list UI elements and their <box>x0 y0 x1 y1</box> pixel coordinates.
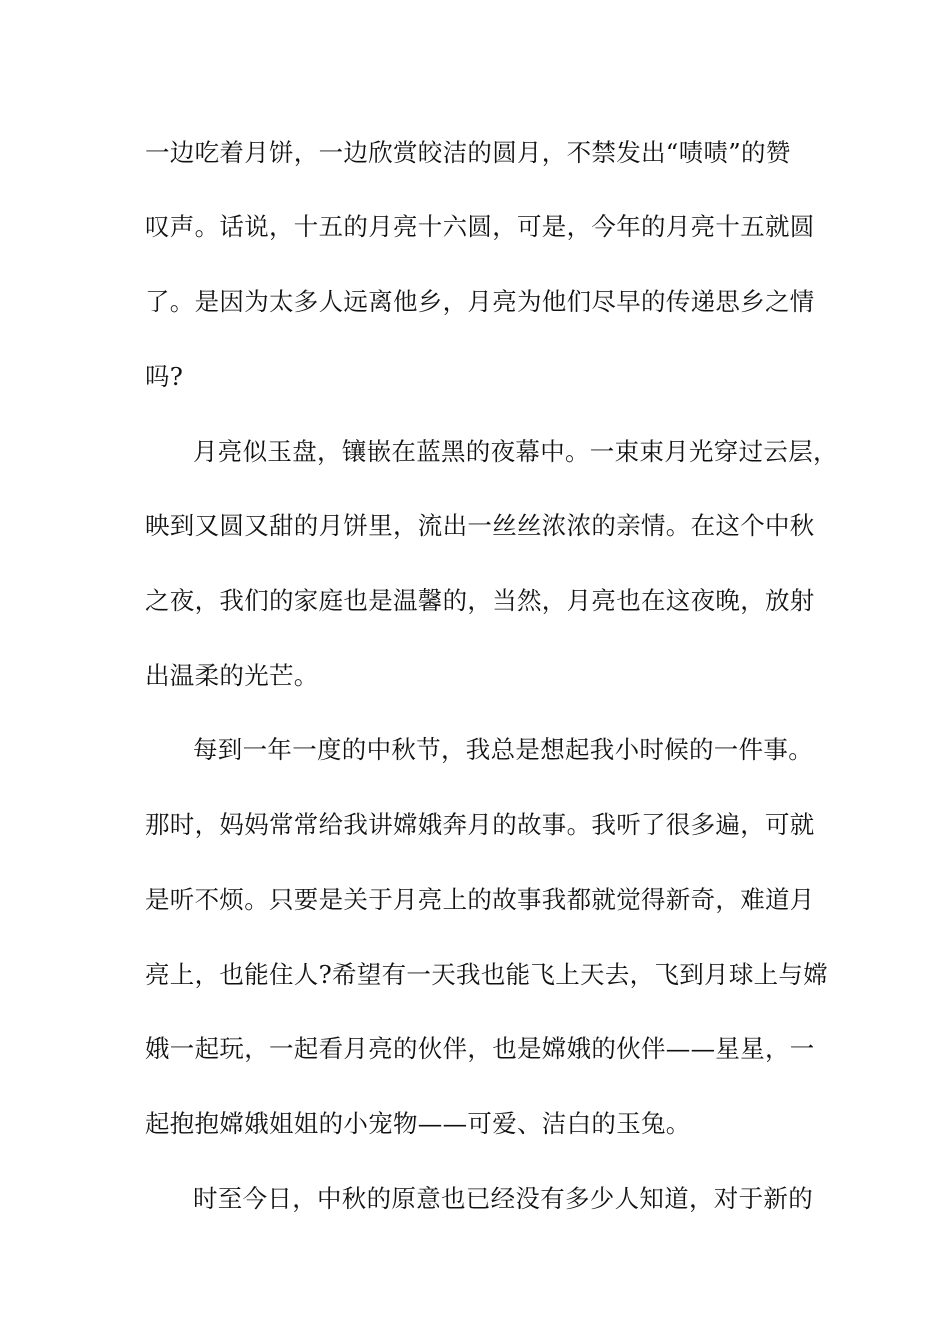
text-line: 叹声。话说，十五的月亮十六圆，可是，今年的月亮十五就圆 <box>145 212 815 241</box>
paragraph-start-line: 月亮似玉盘，镶嵌在蓝黑的夜幕中。一束束月光穿过云层， <box>193 437 838 466</box>
text-line: 之夜，我们的家庭也是温馨的，当然，月亮也在这夜晚，放射 <box>145 586 815 615</box>
text-line: 娥一起玩，一起看月亮的伙伴，也是嫦娥的伙伴——星星，一 <box>145 1034 815 1063</box>
text-line: 吗? <box>145 362 184 391</box>
text-line: 一边吃着月饼，一边欣赏皎洁的圆月，不禁发出“啧啧”的赞 <box>145 138 791 167</box>
paragraph-start-line: 时至今日，中秋的原意也已经没有多少人知道，对于新的 <box>193 1184 813 1213</box>
text-line: 了。是因为太多人远离他乡，月亮为他们尽早的传递思乡之情 <box>145 287 815 316</box>
text-line: 映到又圆又甜的月饼里，流出一丝丝浓浓的亲情。在这个中秋 <box>145 511 815 540</box>
paragraph-start-line: 每到一年一度的中秋节，我总是想起我小时候的一件事。 <box>193 735 813 764</box>
text-line: 起抱抱嫦娥姐姐的小宠物——可爱、洁白的玉兔。 <box>145 1109 691 1138</box>
text-line: 出温柔的光芒。 <box>145 661 319 690</box>
text-line: 亮上，也能住人?希望有一天我也能飞上天去，飞到月球上与嫦 <box>145 960 829 989</box>
text-line: 是听不烦。只要是关于月亮上的故事我都就觉得新奇，难道月 <box>145 885 815 914</box>
text-line: 那时，妈妈常常给我讲嫦娥奔月的故事。我听了很多遍，可就 <box>145 810 815 839</box>
